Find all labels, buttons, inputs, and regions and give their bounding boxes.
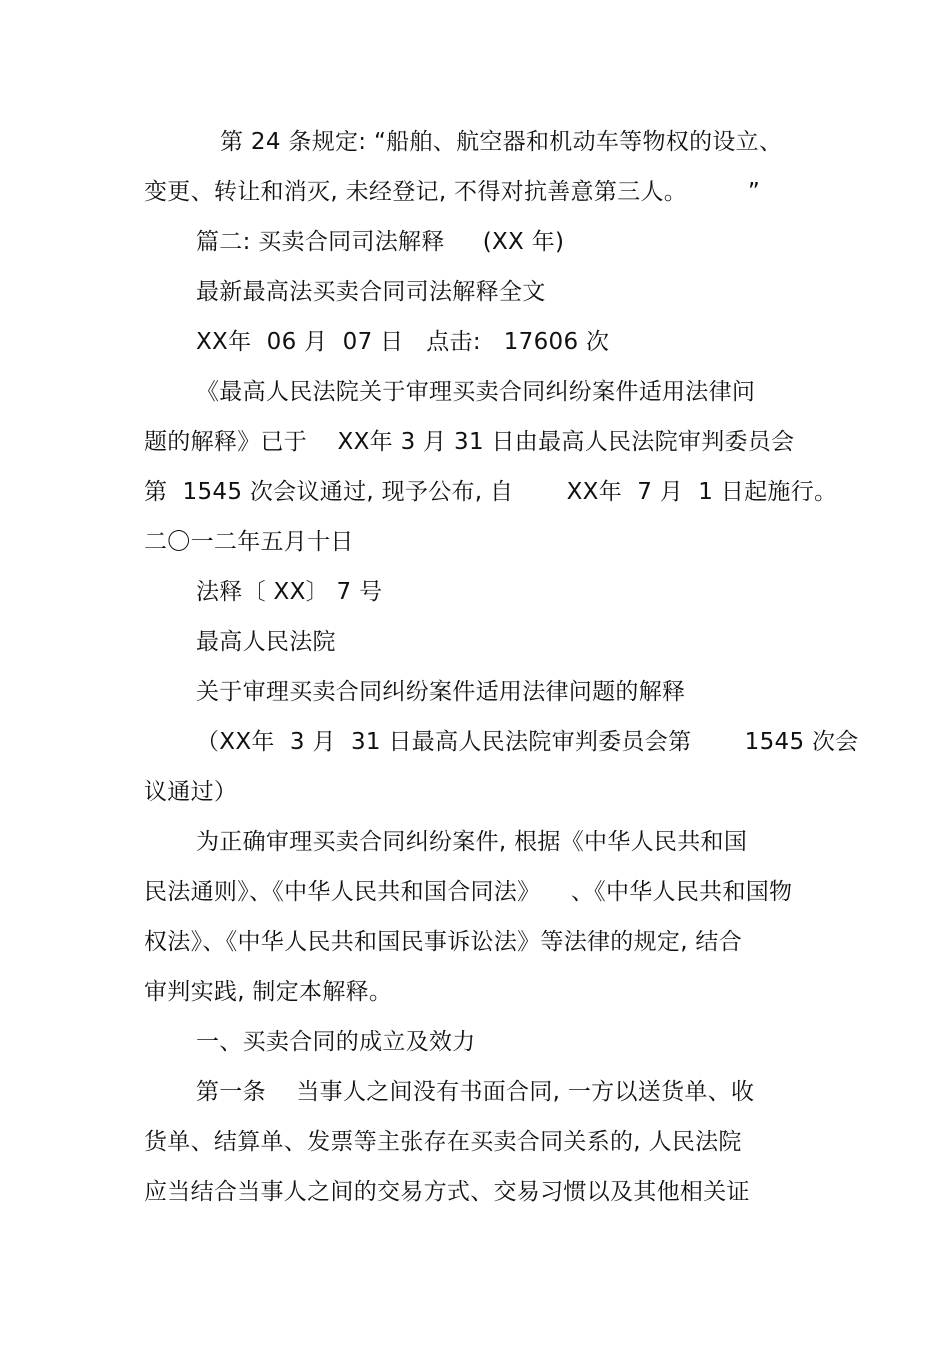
paragraph-line: 审判实践, 制定本解释。 xyxy=(144,979,393,1005)
paragraph-line: 为正确审理买卖合同纠纷案件, 根据《中华人民共和国 xyxy=(196,829,748,855)
paragraph-line: 第 24 条规定: “船舶、航空器和机动车等物权的设立、 xyxy=(220,129,783,155)
paragraph-line: 货单、结算单、发票等主张存在买卖合同关系的, 人民法院 xyxy=(144,1129,742,1155)
paragraph-line: 《最高人民法院关于审理买卖合同纠纷案件适用法律问 xyxy=(196,379,756,405)
doc-title: 关于审理买卖合同纠纷案件适用法律问题的解释 xyxy=(196,679,686,705)
paragraph-line: 变更、转让和消灭, 未经登记, 不得对抗善意第三人。 ” xyxy=(144,179,761,205)
chapter-heading: 一、买卖合同的成立及效力 xyxy=(196,1029,476,1055)
date-line: 二〇一二年五月十日 xyxy=(144,529,354,555)
paragraph-line: 权法》、《中华人民共和国民事诉讼法》等法律的规定, 结合 xyxy=(144,929,743,955)
article-meta: XX年 06 月 07 日 点击: 17606 次 xyxy=(196,329,610,355)
paragraph-line: 民法通则》、《中华人民共和国合同法》 、《中华人民共和国物 xyxy=(144,879,793,905)
issuer: 最高人民法院 xyxy=(196,629,336,655)
article-title: 最新最高法买卖合同司法解释全文 xyxy=(196,279,546,305)
section-heading: 篇二: 买卖合同司法解释 (XX 年) xyxy=(196,229,565,255)
paragraph-line: 议通过） xyxy=(144,779,238,805)
doc-number: 法释〔 XX〕 7 号 xyxy=(196,579,383,605)
paragraph-line: （XX年 3 月 31 日最高人民法院审判委员会第 1545 次会 xyxy=(196,729,859,755)
paragraph-line: 第 1545 次会议通过, 现予公布, 自 XX年 7 月 1 日起施行。 xyxy=(144,479,838,505)
paragraph-line: 第一条 当事人之间没有书面合同, 一方以送货单、收 xyxy=(196,1079,755,1105)
paragraph-line: 应当结合当事人之间的交易方式、交易习惯以及其他相关证 xyxy=(144,1179,750,1205)
paragraph-line: 题的解释》已于 XX年 3 月 31 日由最高人民法院审判委员会 xyxy=(144,429,795,455)
